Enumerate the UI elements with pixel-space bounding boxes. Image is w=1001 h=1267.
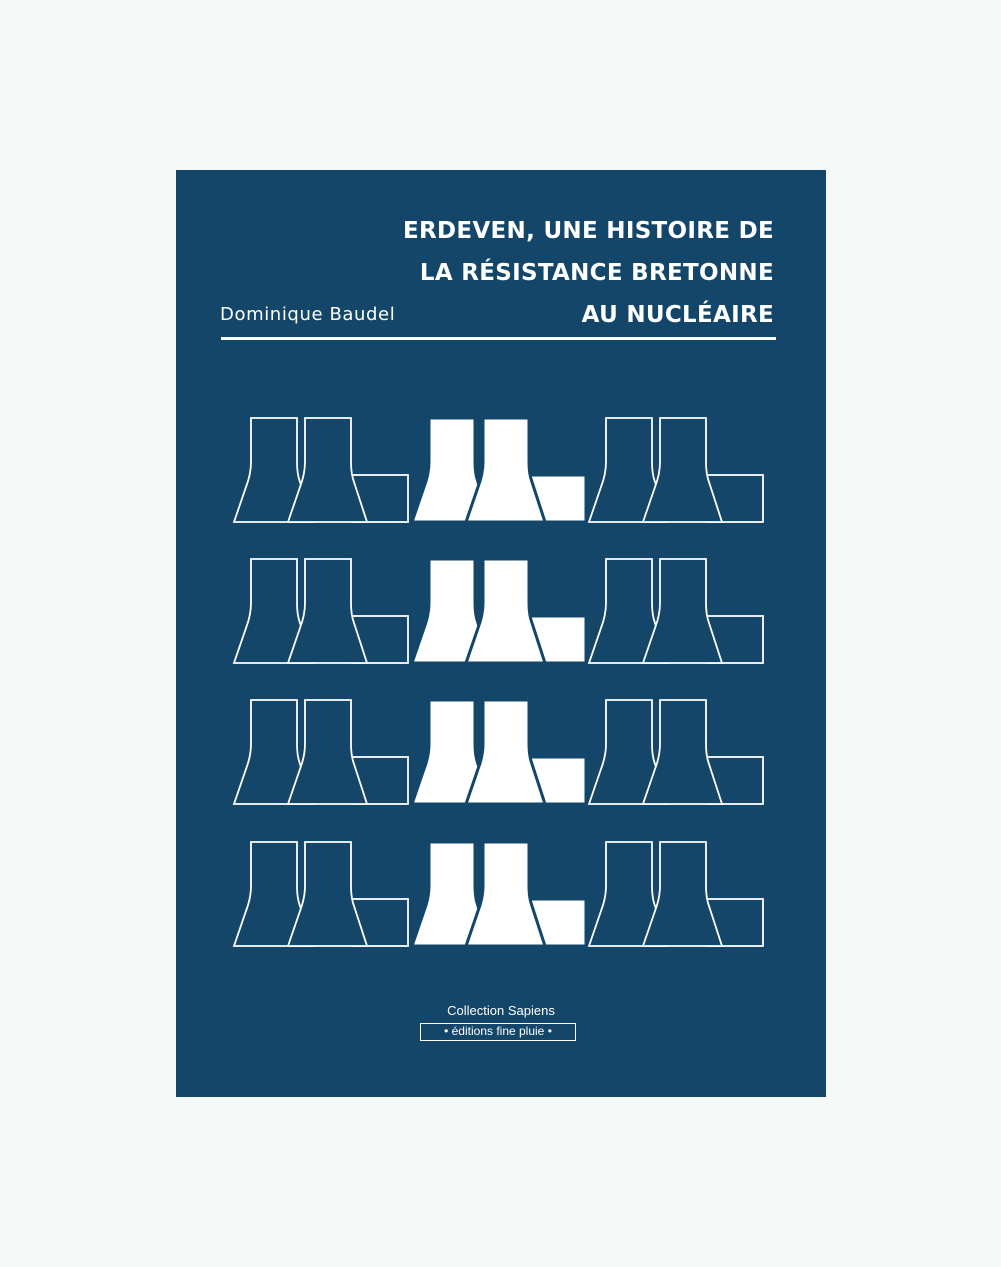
power-plant-icon <box>234 700 408 804</box>
power-plant-icon <box>234 418 408 522</box>
cooling-tower-icon <box>288 559 367 663</box>
power-plant-icon <box>589 559 763 663</box>
cooling-towers-illustration <box>176 170 826 1097</box>
cooling-tower-icon <box>643 418 722 522</box>
cooling-tower-icon <box>643 559 722 663</box>
cooling-tower-icon <box>466 559 545 663</box>
power-plant-icon <box>412 842 586 946</box>
cooling-tower-icon <box>466 842 545 946</box>
power-plant-icon <box>412 418 586 522</box>
publisher-badge: • éditions fine pluie • <box>420 1023 576 1041</box>
cooling-tower-icon <box>643 700 722 804</box>
author-name: Dominique Baudel <box>220 304 396 325</box>
title-line: AU NUCLÉAIRE <box>581 302 774 328</box>
cooling-tower-icon <box>288 842 367 946</box>
power-plant-icon <box>412 559 586 663</box>
power-plant-icon <box>589 418 763 522</box>
power-plant-icon <box>412 700 586 804</box>
title-line: LA RÉSISTANCE BRETONNE <box>419 260 774 286</box>
power-plant-icon <box>234 842 408 946</box>
power-plant-icon <box>589 842 763 946</box>
book-cover <box>176 170 826 1097</box>
cooling-tower-icon <box>643 842 722 946</box>
power-plant-icon <box>589 700 763 804</box>
collection-name: Collection Sapiens <box>447 1003 555 1018</box>
power-plant-icon <box>234 559 408 663</box>
title-line: ERDEVEN, UNE HISTOIRE DE <box>403 218 774 244</box>
cooling-tower-icon <box>466 418 545 522</box>
cooling-tower-icon <box>466 700 545 804</box>
cooling-tower-icon <box>288 700 367 804</box>
cooling-tower-icon <box>288 418 367 522</box>
